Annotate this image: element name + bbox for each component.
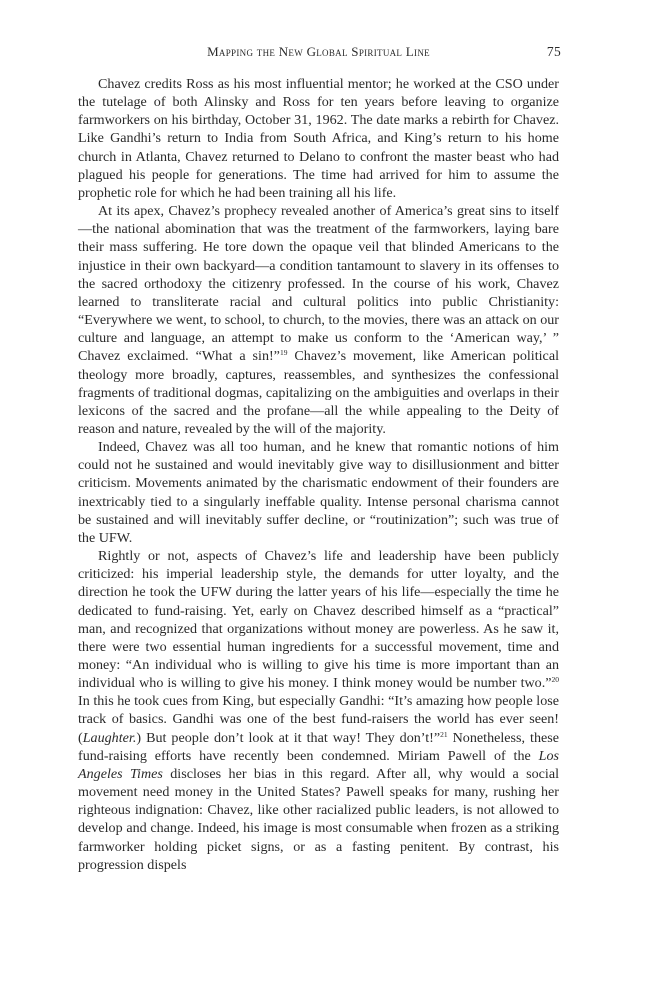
footnote-reference: 20 (551, 675, 559, 685)
paragraph-4 (78, 547, 559, 874)
italic-text: Los Angeles Times (78, 747, 559, 782)
book-page (78, 44, 559, 874)
text-run: discloses her bias in this regard. After all, why would a social movement need money in the United States? Pawell speaks for many, rushing her righteous indignation: Chavez, like other racialized public leaders, is not allowed to develop and change. Indeed, his image is most consumable when frozen as a striking farmworker holding picket signs, or as a fasting penitent. By contrast, his progression dispels (78, 765, 559, 873)
page-number: 75 (546, 44, 561, 59)
body-text (78, 75, 559, 874)
paragraph-1 (78, 75, 559, 202)
text-run: Chavez credits Ross as his most influential mentor; he worked at the CSO under the tutelage of both Alinsky and Ross for ten years before leaving to organize farmworkers on his birthday, October 31, 1962. The date marks a rebirth for Chavez. Like Gandhi’s return to India from South Africa, and King’s return to his home church in Atlanta, Chavez returned to Delano to confront the master beast who had plagued his people for generations. The time had arrived for him to assume the prophetic role for which he had been training all his life. (78, 76, 559, 201)
text-run: Rightly or not, aspects of Chavez’s life and leadership have been publicly criticized: his imperial leadership style, the demands for utter loyalty, and the direction he took the UFW during the latter years of his life—especially the time he dedicated to fund-raising. Yet, early on Chavez described himself as a “practical” man, and recognized that organizations without money are powerless. As he saw it, there were two essential human ingredients for a successful movement, time and money: “An individual who is willing to give his time is more important than an individual who is willing to give his money. I think money would be number two.” (78, 548, 559, 692)
text-run: Indeed, Chavez was all too human, and he knew that romantic notions of him could not he sustained and would inevitably give way to disillusionment and bitter criticism. Movements animated by the charismatic endowment of their founders are inextricably tied to a singularly ineffable quality. Intense personal charisma cannot be sustained and will inevitably suffer decline, or “routinization”; such was true of the UFW. (78, 439, 559, 546)
text-run: ) But people don’t look at it that way! They don’t!” (136, 729, 441, 746)
text-run: In this he took cues from King, but especially Gandhi: “It’s amazing how people lose track of basics. Gandhi was one of the best fund-raisers the world has ever seen! ( (78, 693, 559, 746)
paragraph-3 (78, 438, 559, 547)
running-head-title: Mapping the New Global Spiritual Line (207, 44, 430, 59)
footnote-reference: 21 (440, 729, 448, 739)
running-head (78, 44, 559, 66)
footnote-reference: 19 (279, 348, 288, 358)
italic-text: Laughter. (82, 729, 137, 746)
text-run: Nonetheless, these fund-raising efforts have recently been condemned. Miriam Pawell of the (78, 729, 559, 764)
text-run: At its apex, Chavez’s prophecy revealed another of America’s great sins to itself—the national abomination that was the treatment of the farmworkers, laying bare their mass suffering. He tore down the opaque veil that blinded Americans to the injustice in their own backyard—a condition tantamount to slavery in its offenses to the sacred orthodoxy the citizenry professed. In the course of his work, Chavez learned to transliterate racial and cultural politics into public Christianity: “Everywhere we went, to school, to church, to the movies, there was an attack on our culture and language, an attempt to make us conform to the ‘American way,’ ” Chavez exclaimed. “What a sin!” (78, 203, 559, 365)
paragraph-2 (78, 202, 559, 438)
text-run: Chavez’s movement, like American political theology more broadly, captures, reassembles, and synthesizes the confessional fragments of traditional dogmas, capitalizing on the ambiguities and overlaps in their lexicons of the sacred and the profane—all the while appealing to the Deity of reason and nature, revealed by the will of the majority. (78, 348, 559, 437)
